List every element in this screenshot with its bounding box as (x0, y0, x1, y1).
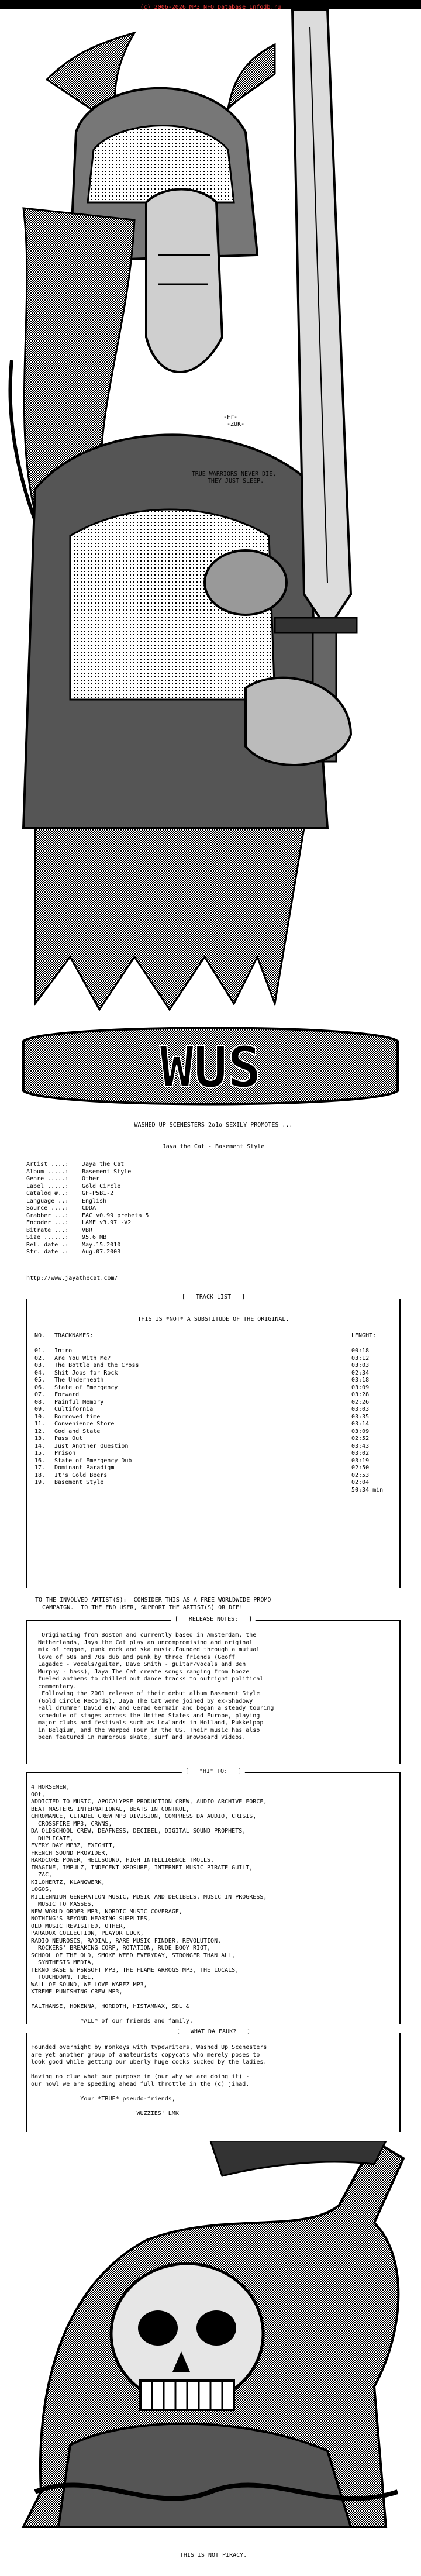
track-number: 11. (34, 1421, 46, 1427)
info-label: Source ....: (26, 1205, 69, 1211)
track-length: 00:18 (351, 1348, 370, 1354)
tracklist-subtitle: THIS IS *NOT* A SUBSTITUDE OF THE ORIGINAL. (137, 1316, 289, 1323)
track-length: 03:19 (351, 1457, 370, 1464)
tracklist-section (26, 1294, 401, 1588)
about-body: Founded overnight by monkeys with typewriters, Washed Up Scenesters are yet another group of amateurists copycats who merely poses to look good while getting our uberly huge cocks sucked by the ladies. Having no clue what our purpose in (our why we are doing it) - our howl we are speeding ahead full throttle in the (c) jihad. Your *TRUE* pseudo-friends, WUZZIES' LMK (31, 2044, 267, 2117)
info-value: Gold Circle (82, 1183, 121, 1190)
info-row (26, 1249, 401, 1256)
promo-note: TO THE INVOLVED ARTIST(S): CONSIDER THIS AS A FREE WORLDWIDE PROMO CAMPAIGN. TO THE END USER, SUPPORT THE ARTIST(S) OR DIE! (35, 1597, 271, 1611)
info-value: LAME v3.97 -V2 (82, 1220, 132, 1226)
track-row (34, 1443, 392, 1451)
info-row (26, 1213, 401, 1220)
track-number: 19. (34, 1479, 46, 1486)
track-name: God and State (54, 1428, 101, 1435)
track-length: 03:14 (351, 1421, 370, 1427)
track-length: 02:52 (351, 1435, 370, 1442)
track-name: Are You With Me? (54, 1355, 111, 1362)
track-name: Painful Memory (54, 1399, 104, 1406)
reaper-artwork (0, 2141, 421, 2539)
track-number: 17. (34, 1465, 46, 1471)
info-value: 95.6 MB (82, 1234, 107, 1241)
track-name: Forward (54, 1392, 80, 1398)
info-value: CDDA (82, 1205, 96, 1211)
track-length: 03:28 (351, 1392, 370, 1398)
info-value: Other (82, 1176, 100, 1182)
track-number: NO. (34, 1332, 46, 1339)
track-name: State of Emergency Dub (54, 1457, 132, 1464)
warrior-tag: -Fr- -ZUK- (223, 414, 245, 428)
wus-logo (0, 1024, 421, 1108)
track-row (34, 1472, 392, 1480)
info-label: Str. date .: (26, 1249, 69, 1255)
info-value: May.15.2010 (82, 1241, 121, 1248)
track-row (34, 1421, 392, 1428)
info-label: Bitrate ...: (26, 1227, 69, 1234)
track-row (34, 1377, 392, 1385)
track-name: Convenience Store (54, 1421, 115, 1427)
info-row (26, 1234, 401, 1242)
track-name: Intro (54, 1348, 73, 1354)
info-row (26, 1220, 401, 1227)
track-length: 03:02 (351, 1450, 370, 1456)
info-label: Catalog #..: (26, 1190, 69, 1197)
track-number: 14. (34, 1442, 46, 1449)
track-number: 15. (34, 1450, 46, 1456)
track-length: 03:35 (351, 1413, 370, 1420)
track-number: 01. (34, 1348, 46, 1354)
track-length: 03:09 (351, 1384, 370, 1391)
track-name: Basement Style (54, 1479, 104, 1486)
site-header (0, 0, 421, 9)
track-length: 02:26 (351, 1399, 370, 1406)
track-name: The Underneath (54, 1377, 104, 1383)
info-row (26, 1205, 401, 1213)
info-value: VBR (82, 1227, 93, 1234)
info-value: English (82, 1197, 107, 1204)
track-name: Borrowed time (54, 1413, 101, 1420)
track-row (34, 1362, 392, 1370)
release-info (26, 1161, 401, 1256)
info-row (26, 1190, 401, 1198)
footer-note: THIS IS NOT PIRACY. (180, 2552, 247, 2558)
release-title: Jaya the Cat - Basement Style (162, 1144, 265, 1150)
info-label: Genre .....: (26, 1176, 69, 1182)
track-length: 03:12 (351, 1355, 370, 1362)
track-row (34, 1458, 392, 1465)
track-number: 06. (34, 1384, 46, 1391)
track-row (34, 1370, 392, 1377)
track-length: 03:03 (351, 1362, 370, 1369)
release-notes-title: [ RELEASE NOTES: ] (171, 1616, 256, 1624)
greets-title: [ "HI" TO: ] (182, 1768, 245, 1776)
track-row (34, 1385, 392, 1392)
track-length: 02:50 (351, 1465, 370, 1471)
track-length: 03:03 (351, 1406, 370, 1413)
wus-logo-text: WUS (160, 1035, 261, 1100)
info-row (26, 1183, 401, 1191)
info-label: Artist ....: (26, 1161, 69, 1168)
info-row (26, 1198, 401, 1206)
track-length: 02:53 (351, 1472, 370, 1479)
info-row (26, 1169, 401, 1176)
info-value: GF-P5B1-2 (82, 1190, 114, 1197)
track-number: 09. (34, 1406, 46, 1413)
info-value: Basement Style (82, 1168, 132, 1175)
track-number: 03. (34, 1362, 46, 1369)
track-row (34, 1392, 392, 1399)
track-name: State of Emergency (54, 1384, 118, 1391)
track-row (34, 1428, 392, 1436)
slogan: WASHED UP SCENESTERS 2o1o SEXILY PROMOTES ... (134, 1122, 293, 1128)
tracklist-title: [ TRACK LIST ] (178, 1294, 249, 1301)
track-row (34, 1450, 392, 1458)
track-length: 03:18 (351, 1377, 370, 1383)
release-notes-body: Originating from Boston and currently based in Amsterdam, the Netherlands, Jaya the Cat play an uncompromising and original mix of reggae, punk rock and ska music.Founded through a mutual love of 60s and 70s dub and punk by three friends (Geoff Lagadec - vocals/guitar, Dave Smith - guitar/vocals and Ben Murphy - bass), Jaya The Cat create songs ranging from booze fueled anthems to chilled out dance tracks to outright political commentary. Following the 2001 release of their debut album Basement Style (Gold Circle Records), Jaya The Cat were joined by ex-Shadowy Fall drummer David eTw and Gerad Germain and began a steady touring schedule of stages across the United States and Europe, playing major clubs and festivals such as Lowlands in Holland, Pukkelpop in Belgium, and the Warped Tour in the US. Their music has also been featured in numerous skate, surf and snowboard videos. (38, 1632, 274, 1741)
info-row (26, 1242, 401, 1249)
greets-section (26, 1768, 401, 2024)
track-length: 03:43 (351, 1442, 370, 1449)
track-name: Prison (54, 1450, 76, 1456)
tracklist-header (34, 1332, 392, 1340)
track-number: 07. (34, 1392, 46, 1398)
track-row (34, 1479, 392, 1487)
track-name: Dominant Paradigm (54, 1465, 115, 1471)
info-label: Language ..: (26, 1197, 69, 1204)
track-total (34, 1487, 392, 1494)
track-number: 10. (34, 1413, 46, 1420)
track-total-length: 50:34 min (351, 1486, 384, 1493)
info-value: Aug.07.2003 (82, 1249, 121, 1255)
info-value: Jaya the Cat (82, 1161, 125, 1168)
info-label: Rel. date .: (26, 1241, 69, 1248)
greets-body: 4 HORSEMEN, OOt, ADDICTED TO MUSIC, APOCALYPSE PRODUCTION CREW, AUDIO ARCHIVE FORCE, BEAT MASTERS INTERNATIONAL, BEATS IN CONTROL, CHROMANCE, CITADEL CREW MP3 DIVISION, COMPRESS DA AUDIO, CRISIS, CROSSFIRE MP3, CRWNS, DA OLDSCHOOL CREW, DEAFNESS, DECIBEL, DIGITAL SOUND PROPHETS, DUPLICATE, EVERY DAY MP3Z, EXIGHIT, FRENCH SOUND PROVIDER, HARDCORE POWER, HELLSOUND, HIGH INTELLIGENCE TROLLS, IMAGINE, IMPULZ, INDECENT XPOSURE, INTERNET MUSIC PIRATE GUILT, ZAC, KILOHERTZ, KLANGWERK, LOGOS, MILLENNIUM GENERATION MUSIC, MUSIC AND DECIBELS, MUSIC IN PROGRESS, MUSIC TO MASSES, NEW WORLD ORDER MP3, NORDIC MUSIC COVERAGE, NOTHING'S BEYOND HEARING SUPPLIES, OLD MUSIC REVISITED, OTHER, PARADOX COLLECTION, PLAYOR LUCK, RADIO NEUROSIS, RADIAL, RARE MUSIC FINDER, REVOLUTION, ROCKERS' BREAKING CORP, ROTATION, RUDE BOOY RIOT, SCHOOL OF THE OLD, SMOKE WEED EVERYDAY, STRONGER THAN ALL, SYNTHESIS MEDIA, TEKNO BASE & PSNSOFT MP3, THE FLAME ARROGS MP3, THE LOCALS, TOUCHDOWN, TUEI, WALL OF SOUND, WE LOVE WAREZ MP3, XTREME PUNISHING CREW MP3, FALTHANSE, HOKENNA, HORDOTH, HISTAMNAX, SDL & *ALL* of our friends and family. (31, 1784, 267, 2024)
track-length: 02:34 (351, 1369, 370, 1376)
info-value: EAC v0.99 prebeta 5 (82, 1212, 149, 1219)
info-row (26, 1161, 401, 1169)
info-row (26, 1227, 401, 1235)
warrior-artwork (0, 9, 421, 1024)
track-number: 02. (34, 1355, 46, 1362)
track-row (34, 1435, 392, 1443)
track-name: Pass Out (54, 1435, 83, 1442)
track-number: 05. (34, 1377, 46, 1383)
track-length: 03:09 (351, 1428, 370, 1435)
track-name: The Bottle and the Cross (54, 1362, 139, 1369)
track-number: 08. (34, 1399, 46, 1406)
about-section (26, 2029, 401, 2132)
track-name: Just Another Question (54, 1442, 129, 1449)
warrior-caption: TRUE WARRIORS NEVER DIE, THEY JUST SLEEP. (191, 471, 277, 484)
track-row (34, 1348, 392, 1355)
track-number: 13. (34, 1435, 46, 1442)
track-length: 02:04 (351, 1479, 370, 1486)
track-number: 18. (34, 1472, 46, 1479)
track-row (34, 1465, 392, 1472)
about-title: [ WHAT DA FAUK? ] (173, 2029, 254, 2036)
track-row (34, 1355, 392, 1363)
track-row (34, 1406, 392, 1414)
info-label: Label .....: (26, 1183, 69, 1190)
info-label: Size ......: (26, 1234, 69, 1241)
track-number: 16. (34, 1457, 46, 1464)
track-name: It's Cold Beers (54, 1472, 108, 1479)
track-number: 12. (34, 1428, 46, 1435)
track-name: Shit Jobs for Rock (54, 1369, 118, 1376)
track-row (34, 1399, 392, 1407)
info-label: Album .....: (26, 1168, 69, 1175)
release-notes-section (26, 1616, 401, 1764)
track-name: Cultifornia (54, 1406, 94, 1413)
track-number: 04. (34, 1369, 46, 1376)
track-name: TRACKNAMES: (54, 1332, 94, 1339)
artist-url: http://www.jayathecat.com/ (26, 1275, 118, 1282)
info-label: Encoder ...: (26, 1220, 69, 1226)
track-row (34, 1414, 392, 1421)
info-label: Grabber ...: (26, 1212, 69, 1219)
info-row (26, 1176, 401, 1183)
track-length: LENGHT: (351, 1332, 377, 1339)
site-header-text: (c) 2006-2026 MP3 NFO Database Infodb.ru (140, 4, 281, 11)
